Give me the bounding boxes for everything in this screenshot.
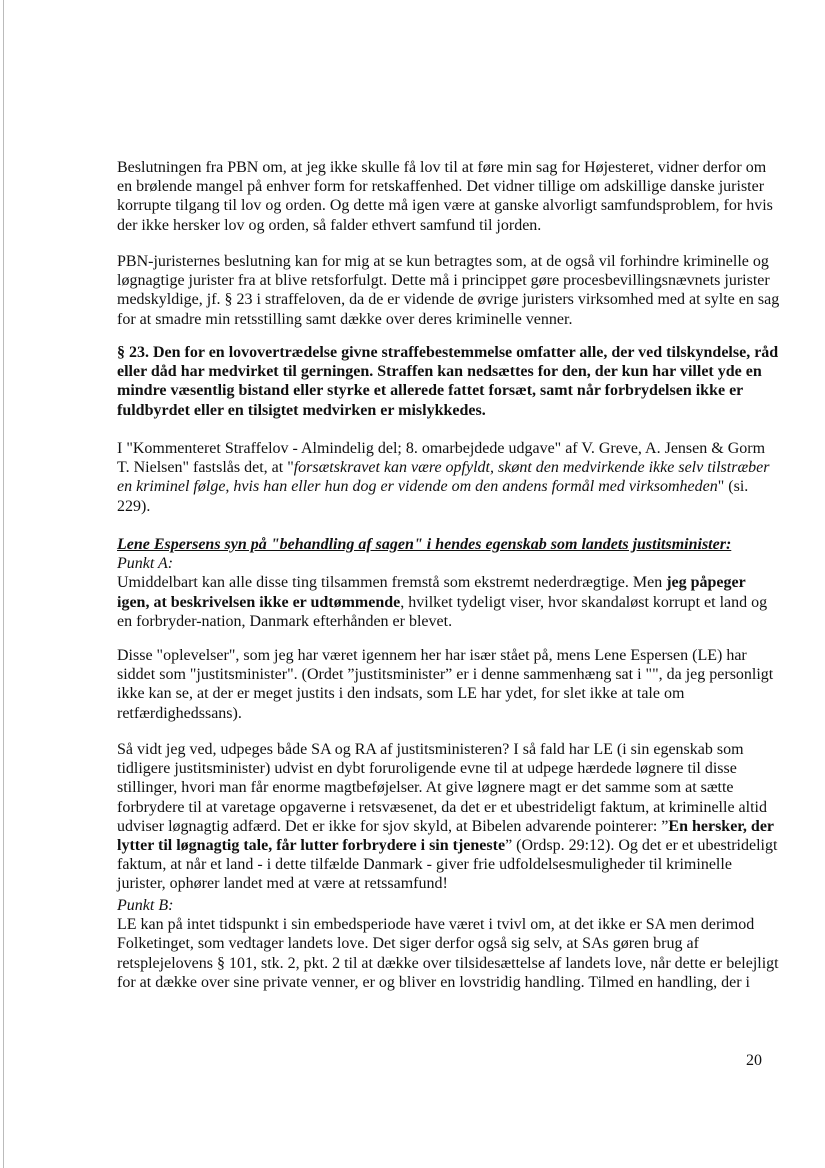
text-line xyxy=(117,759,807,778)
text-line xyxy=(117,817,807,836)
text-line xyxy=(117,290,807,309)
text-segment: siddet som "justitsminister". (Ordet ”justitsminister” er i denne sammenhæng sat i "", da jeg personligt xyxy=(117,666,774,684)
text-line xyxy=(117,896,807,915)
text-segment: " (si. xyxy=(717,478,749,496)
text-line xyxy=(117,158,807,177)
text-segment: retsplejelovens § 101, stk. 2, pkt. 2 til at dække over tilsidesættelse af landets love, når dette er belejligt xyxy=(117,954,779,972)
text-segment: for at dække over sine private venner, er og bliver en lovstridig handling. Tilmed en handling, der i xyxy=(117,973,750,991)
bold-text: eller dåd har medvirket til gerningen. Straffen kan nedsættes for den, der kun har villet yde en xyxy=(117,363,762,381)
text-segment: ikke kan se, at der er meget justits i den indsats, som LE har ydet, for slet ikke at tale om xyxy=(117,685,685,703)
text-segment: I "Kommenteret Straffelov - Almindelig del; 8. omarbejdede udgave" af V. Greve, A. Jensen & Gorm xyxy=(117,440,766,457)
text-line xyxy=(117,252,807,271)
text-segment: løgnagtige jurister fra at blive retsforfulgt. Dette må i princippet gøre procesbevillingsnævnets jurister xyxy=(117,272,770,290)
text-line xyxy=(117,177,807,196)
section-punkt-b xyxy=(117,896,807,992)
paragraph-pbn-decision xyxy=(117,158,807,235)
text-line xyxy=(117,646,807,665)
paragraph-commentary-quote xyxy=(117,439,807,516)
text-line xyxy=(117,477,807,496)
bold-text: mindre væsentlig bistand eller styrke et allerede fattet forsæt, samt når forbrydelsen ikke er xyxy=(117,382,744,400)
italic-text: Punkt A: xyxy=(117,555,174,573)
text-segment: medskyldige, jf. § 23 i straffeloven, da de er vidende de øvrige juristers virksomhed med at sylte en sag xyxy=(117,291,780,309)
bold-text: jeg påpeger xyxy=(666,574,746,592)
text-line xyxy=(117,973,807,992)
text-line xyxy=(117,836,807,855)
text-segment: PBN-juristernes beslutning kan for mig at se kun betragtes som, at de også vil forhindre kriminelle og xyxy=(117,253,769,270)
text-line xyxy=(117,612,807,631)
paragraph-pbn-jurists xyxy=(117,252,807,329)
text-line xyxy=(117,740,807,759)
bold-text: lytter til løgnagtig tale, får lutter forbrydere i sin tjeneste xyxy=(117,837,506,855)
text-line xyxy=(117,497,807,516)
text-segment: Så vidt jeg ved, udpeges både SA og RA af justitsministeren? I så fald har LE (i sin egenskab som xyxy=(117,741,744,758)
text-segment: stillinger, hvori man får enorme magtbeføjelser. At give løgnere magt er det samme som at sætte xyxy=(117,779,734,797)
italic-text: Punkt B: xyxy=(117,897,174,914)
text-line xyxy=(117,310,807,329)
text-segment: Disse "oplevelser", som jeg har været igennem her har især stået på, mens Lene Espersen (LE) har xyxy=(117,647,747,664)
text-line xyxy=(117,778,807,797)
text-segment: jurister, ophører landet med at være at retssamfund! xyxy=(117,875,448,893)
text-line xyxy=(117,535,807,554)
text-segment: T. Nielsen" fastslås det, at " xyxy=(117,459,294,477)
scan-edge-line xyxy=(3,0,4,1168)
text-line xyxy=(117,915,807,934)
text-segment: forbrydere til at varetage opgaverne i retsvæsenet, da det er et ubestrideligt faktum, at kriminelle altid xyxy=(117,798,767,816)
paragraph-appointments xyxy=(117,740,807,894)
italic-text: forsætskravet kan være opfyldt, skønt den medvirkende ikke selv tilstræber xyxy=(293,459,770,477)
text-line xyxy=(117,362,807,381)
text-segment: , hvilket tydeligt viser, hvor skandaløst korrupt et land og xyxy=(400,593,768,611)
text-line xyxy=(117,401,807,420)
text-segment: 229). xyxy=(117,497,151,515)
text-line xyxy=(117,343,807,362)
text-segment: retfærdighedssans). xyxy=(117,704,242,722)
text-line xyxy=(117,704,807,723)
text-segment: faktum, at når et land - i dette tilfælde Danmark - giver frie udfoldelsesmuligheder til kriminelle xyxy=(117,856,732,874)
text-line xyxy=(117,874,807,893)
text-segment: Folketinget, som vedtager landets love. Det siger derfor også sig selv, at SAs gøren brug af xyxy=(117,935,699,953)
text-line xyxy=(117,381,807,400)
text-line xyxy=(117,934,807,953)
text-line xyxy=(117,439,807,458)
text-segment: korrupte tilgang til lov og orden. Og dette må igen være at ganske alvorligt samfundsproblem, for hvis xyxy=(117,197,773,215)
heading-text: Lene Espersens syn på "behandling af sagen" i hendes egenskab som landets justitsminister: xyxy=(117,536,732,553)
text-segment: der ikke hersker lov og orden, så falder ethvert samfund til jorden. xyxy=(117,216,542,234)
bold-text: igen, at beskrivelsen ikke er udtømmende xyxy=(117,593,401,611)
page-number: 20 xyxy=(746,1052,762,1069)
text-segment: en brølende mangel på enhver form for retskaffenhed. Det vidner tillige om adskillige danske jurister xyxy=(117,178,765,196)
section-heading-punkt-a xyxy=(117,535,807,631)
text-segment: udviser løgnagtig adfærd. Det er ikke for sjov skyld, at Bibelen advarende pointerer: ” xyxy=(117,817,669,835)
text-line xyxy=(117,216,807,235)
text-segment: Umiddelbart kan alle disse ting tilsammen fremstå som ekstremt nederdrægtige. Men xyxy=(117,574,667,592)
text-segment: Beslutningen fra PBN om, at jeg ikke skulle få lov til at føre min sag for Højesteret, vidner derfor om xyxy=(117,159,767,176)
italic-text: en kriminel følge, hvis han eller hun dog er vidende om den andens formål med virksomheden xyxy=(117,478,718,496)
text-segment: tidligere justitsminister) udvist en dybt foruroligende evne til at udpege hærdede løgnere til disse xyxy=(117,760,737,778)
text-segment: LE kan på intet tidspunkt i sin embedsperiode have været i tvivl om, at det ikke er SA men derimod xyxy=(117,916,755,934)
text-segment: ” (Ordsp. 29:12). Og det er et ubestrideligt xyxy=(505,837,778,855)
text-line xyxy=(117,855,807,874)
text-line xyxy=(117,196,807,215)
text-line xyxy=(117,684,807,703)
paragraph-section-23 xyxy=(117,343,807,420)
text-line xyxy=(117,593,807,612)
bold-text: fuldbyrdet eller en tilsigtet medvirken er mislykkedes. xyxy=(117,401,486,419)
paragraph-experiences xyxy=(117,646,807,723)
text-segment: en forbryder-nation, Danmark efterhånden er blevet. xyxy=(117,612,453,630)
text-segment: for at smadre min retsstilling samt dække over deres kriminelle venner. xyxy=(117,310,573,328)
text-line xyxy=(117,458,807,477)
bold-text: En hersker, der xyxy=(668,817,775,835)
bold-text: § 23. Den for en lovovertrædelse givne straffebestemmelse omfatter alle, der ved tilskyndelse, råd xyxy=(117,344,779,361)
text-line xyxy=(117,271,807,290)
text-line xyxy=(117,573,807,592)
text-line xyxy=(117,665,807,684)
text-line xyxy=(117,798,807,817)
text-line xyxy=(117,554,807,573)
text-line xyxy=(117,954,807,973)
